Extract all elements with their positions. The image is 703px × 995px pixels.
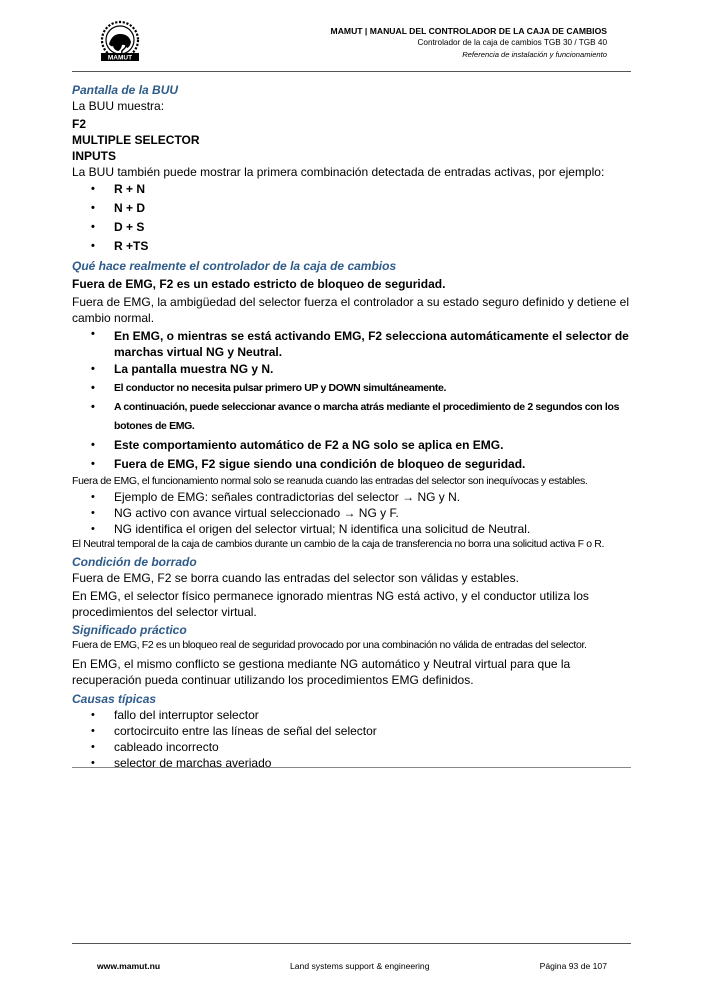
emg-example-list (72, 489, 632, 537)
buu-display-line: INPUTS (72, 149, 117, 163)
header-subtitle-2: Referencia de instalación y funcionamiento (462, 50, 607, 59)
page-header (331, 25, 607, 61)
list-item: • Ejemplo de EMG: señales contradictorias del selector → NG y N. (72, 489, 632, 505)
safety-lock-statement: Fuera de EMG, F2 es un estado estricto de bloqueo de seguridad. (72, 277, 446, 291)
input-combination-list (72, 180, 632, 256)
temporary-neutral-note: El Neutral temporal de la caja de cambios durante un cambio de la caja de transferencia no borra una solicitud activa F o R. (72, 538, 605, 550)
mamut-logo (95, 19, 145, 63)
footer-website: www.mamut.nu (97, 961, 161, 971)
list-item: • En EMG, o mientras se está activando EMG, F2 selecciona automáticamente el selector de marchas virtual NG y Neutral. (72, 326, 632, 360)
section-heading-controller: Qué hace realmente el controlador de la caja de cambios (72, 259, 397, 273)
footer-page-number: Página 93 de 107 (539, 961, 607, 971)
list-item: • Fuera de EMG, F2 sigue siendo una condición de bloqueo de seguridad. (72, 455, 632, 474)
list-item: • N + D (72, 199, 632, 218)
section-heading-typical-causes: Causas típicas (72, 692, 157, 706)
emg-behaviour-list (72, 326, 632, 474)
list-item: • R +TS (72, 237, 632, 256)
buu-display-line: MULTIPLE SELECTOR (72, 133, 200, 147)
list-item: • Este comportamiento automático de F2 a NG solo se aplica en EMG. (72, 436, 632, 455)
list-item: • A continuación, puede seleccionar avance o marcha atrás mediante el procedimiento de 2 segundos con los botones de EMG. (72, 398, 632, 436)
list-item: • El conductor no necesita pulsar primero UP y DOWN simultáneamente. (72, 379, 632, 398)
clear-condition-paragraph: En EMG, el selector físico permanece ignorado mientras NG está activo, y el conductor utiliza los procedimientos del selector virtual. (72, 589, 589, 619)
list-item: • R + N (72, 180, 632, 199)
footer-tagline: Land systems support & engineering (290, 961, 430, 971)
practical-meaning-paragraph: En EMG, el mismo conflicto se gestiona mediante NG automático y Neutral virtual para que la recuperación pueda continuar utilizando los procedimientos EMG definidos. (72, 657, 571, 687)
normal-operation-note: Fuera de EMG, el funcionamiento normal solo se reanuda cuando las entradas del selector son inequívocas y estables. (72, 475, 588, 487)
page-body (72, 82, 632, 771)
practical-meaning-note: Fuera de EMG, F2 es un bloqueo real de seguridad provocado por una combinación no válida de entradas del selector. (72, 639, 587, 651)
typical-causes-list (72, 707, 632, 771)
list-item: • cableado incorrecto (72, 739, 632, 755)
list-item: • D + S (72, 218, 632, 237)
list-item: • NG identifica el origen del selector virtual; N identifica una solicitud de Neutral. (72, 521, 632, 537)
buu-display-line: F2 (72, 117, 87, 131)
header-subtitle: Controlador de la caja de cambios TGB 30 / TGB 40 (417, 38, 607, 47)
list-item: • NG activo con avance virtual seleccionado → NG y F. (72, 505, 632, 521)
section-heading-practical-meaning: Significado práctico (72, 623, 187, 637)
list-item: • selector de marchas averiado (72, 755, 632, 771)
header-rule (72, 71, 631, 72)
list-item: • La pantalla muestra NG y N. (72, 360, 632, 379)
clear-condition-paragraph: Fuera de EMG, F2 se borra cuando las entradas del selector son válidas y estables. (72, 571, 519, 585)
safety-paragraph: Fuera de EMG, la ambigüedad del selector fuerza el controlador a su estado seguro definido y detiene el cambio normal. (72, 295, 630, 325)
header-title: MAMUT | MANUAL DEL CONTROLADOR DE LA CAJA DE CAMBIOS (330, 26, 607, 36)
logo-wordmark: MAMUT (107, 54, 133, 62)
section-heading-clear-condition: Condición de borrado (72, 555, 197, 569)
list-item: • fallo del interruptor selector (72, 707, 632, 723)
content-end-rule (72, 767, 631, 768)
list-item: • cortocircuito entre las líneas de señal del selector (72, 723, 632, 739)
section-heading-buu-display: Pantalla de la BUU (72, 83, 179, 97)
buu-paragraph: La BUU también puede mostrar la primera combinación detectada de entradas activas, por ejemplo: (72, 165, 605, 179)
buu-intro: La BUU muestra: (72, 99, 165, 113)
footer-rule (72, 943, 631, 944)
